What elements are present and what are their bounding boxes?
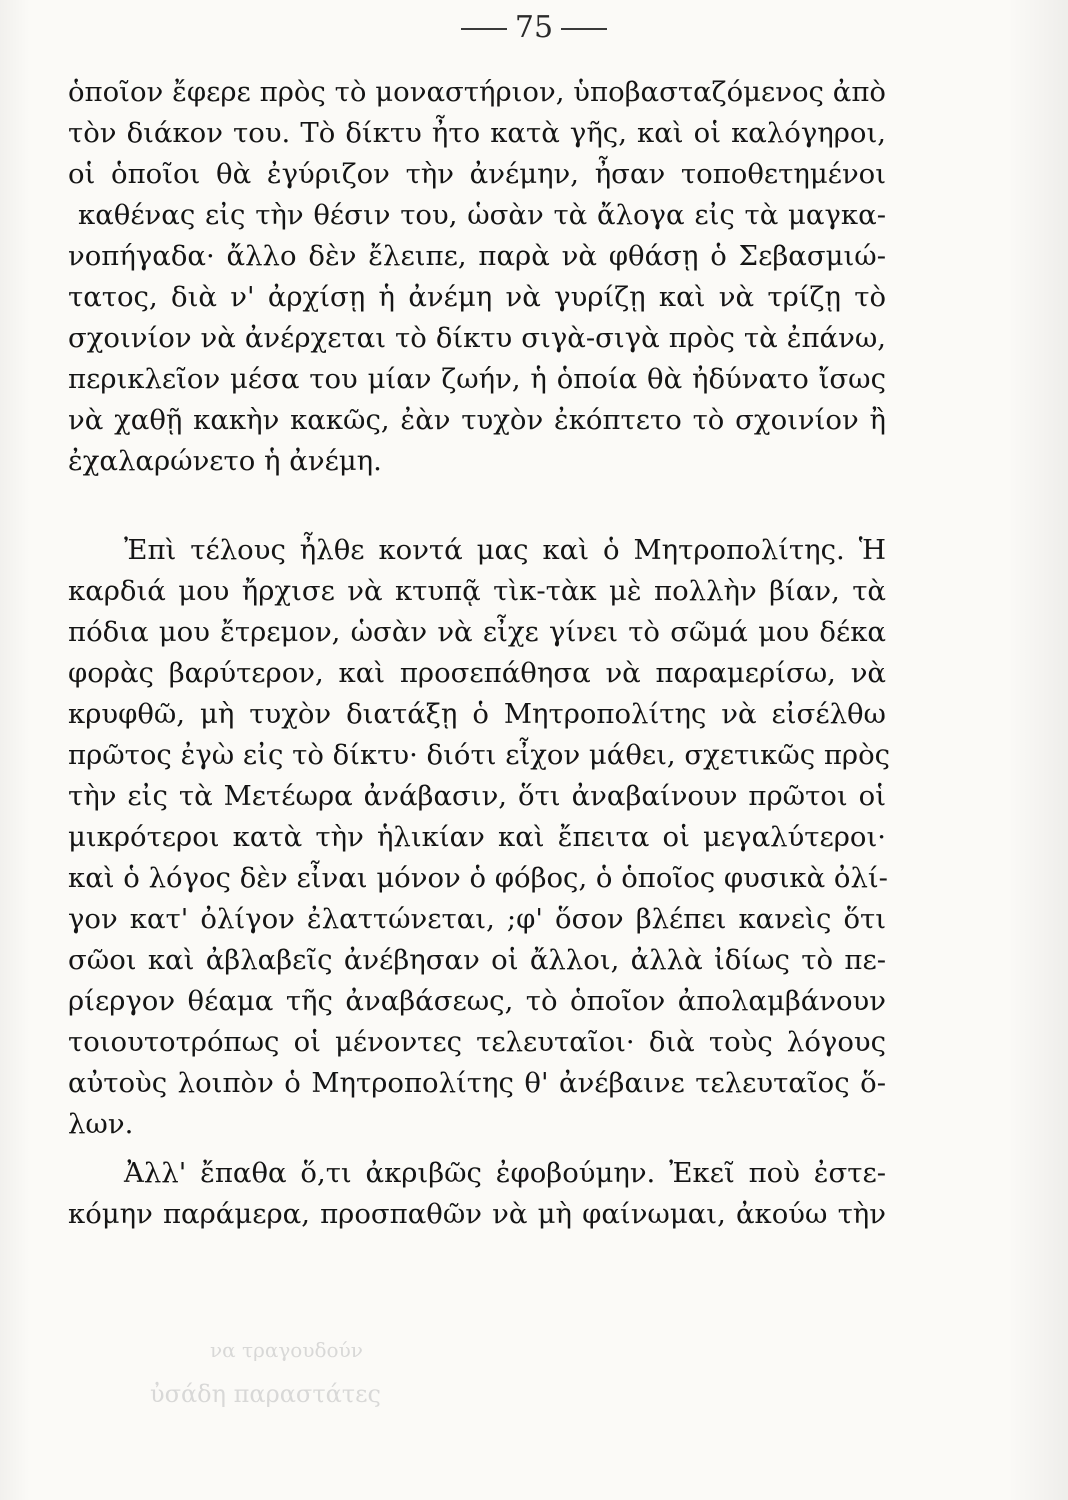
body-text (68, 72, 891, 1235)
text-line: λων. (68, 1108, 134, 1140)
text-line: πόδια μου ἔτρεμον, ὡσὰν νὰ εἶχε γίνει τὸ σῶμά μου δέκα (68, 616, 886, 648)
text-line: ρίεργον θέαμα τῆς ἀναβάσεως, τὸ ὁποῖον ἀπολαμβάνουν (68, 985, 886, 1017)
text-line: καρδιά μου ἤρχισε νὰ κτυπᾷ τὶκ-τὰκ μὲ πολλὴν βίαν, τὰ (68, 575, 886, 607)
text-line: τὸν διάκον του. Τὸ δίκτυ ἦτο κατὰ γῆς, καὶ οἱ καλόγηροι, (68, 117, 886, 149)
text-line: γον κατ' ὀλίγον ἐλαττώνεται, ;φ' ὅσον βλέπει κανεὶς ὅτι (68, 903, 886, 935)
page-number (0, 10, 1068, 45)
dash-right (561, 28, 607, 30)
text-line: αὐτοὺς λοιπὸν ὁ Μητροπολίτης θ' ἀνέβαινε τελευταῖος ὅ- (68, 1067, 886, 1099)
text-line: κόμην παράμερα, προσπαθῶν νὰ μὴ φαίνωμαι, ἀκούω τὴν (68, 1198, 886, 1230)
text-line: ὁποῖον ἔφερε πρὸς τὸ μοναστήριον, ὑποβασταζόμενος ἀπὸ (68, 76, 886, 108)
text-line: καθένας εἰς τὴν θέσιν του, ὡσὰν τὰ ἄλογα εἰς τὰ μαγκα- (78, 199, 886, 231)
text-line: κρυφθῶ, μὴ τυχὸν διατάξῃ ὁ Μητροπολίτης νὰ εἰσέλθω (68, 698, 886, 730)
text-line: φορὰς βαρύτερον, καὶ προσεπάθησα νὰ παραμερίσω, νὰ (68, 657, 886, 689)
text-line: νοπήγαδα· ἄλλο δὲν ἔλειπε, παρὰ νὰ φθάσῃ ὁ Σεβασμιώ- (68, 240, 886, 272)
text-line: ἐχαλαρώνετο ἡ ἀνέμη. (68, 445, 382, 477)
text-line: σχοινίον νὰ ἀνέρχεται τὸ δίκτυ σιγὰ-σιγὰ πρὸς τὰ ἐπάνω, (68, 322, 886, 354)
text-line: καὶ ὁ λόγος δὲν εἶναι μόνον ὁ φόβος, ὁ ὁποῖος φυσικὰ ὀλί- (68, 862, 888, 894)
bleed-through-text: ὐσάδη παραστάτες (150, 1380, 381, 1408)
text-line: τοιουτοτρόπως οἱ μένοντες τελευταῖοι· διὰ τοὺς λόγους (68, 1026, 886, 1058)
text-line: Ἀλλ' ἔπαθα ὅ,τι ἀκριβῶς ἐφοβούμην. Ἐκεῖ ποὺ ἐστε- (124, 1157, 886, 1189)
text-line: τατος, διὰ ν' ἀρχίσῃ ἡ ἀνέμη νὰ γυρίζῃ καὶ νὰ τρίζῃ τὸ (68, 281, 886, 313)
text-line: Ἐπὶ τέλους ἦλθε κοντά μας καὶ ὁ Μητροπολίτης. Ἡ (124, 534, 886, 566)
text-line: νὰ χαθῇ κακὴν κακῶς, ἐὰν τυχὸν ἐκόπτετο τὸ σχοινίον ἢ (68, 404, 886, 436)
text-line: οἱ ὁποῖοι θὰ ἐγύριζον τὴν ἀνέμην, ἦσαν τοποθετημένοι (68, 158, 886, 190)
text-line: τὴν εἰς τὰ Μετέωρα ἀνάβασιν, ὅτι ἀναβαίνουν πρῶτοι οἱ (68, 780, 886, 812)
text-line: μικρότεροι κατὰ τὴν ἡλικίαν καὶ ἔπειτα οἱ μεγαλύτεροι· (68, 821, 886, 853)
text-line: σῶοι καὶ ἀβλαβεῖς ἀνέβησαν οἱ ἄλλοι, ἀλλὰ ἰδίως τὸ πε- (68, 944, 886, 976)
paragraph-gap (68, 1145, 886, 1153)
text-line: πρῶτος ἐγὼ εἰς τὸ δίκτυ· διότι εἶχον μάθει, σχετικῶς πρὸς (68, 739, 891, 771)
paragraph-gap (68, 482, 886, 530)
bleed-through-text: να τραγουδούν (210, 1338, 363, 1362)
dash-left (461, 28, 507, 30)
page-number-text: 75 (514, 10, 554, 45)
text-line: περικλεῖον μέσα του μίαν ζωήν, ἡ ὁποία θὰ ἠδύνατο ἴσως (68, 363, 886, 395)
